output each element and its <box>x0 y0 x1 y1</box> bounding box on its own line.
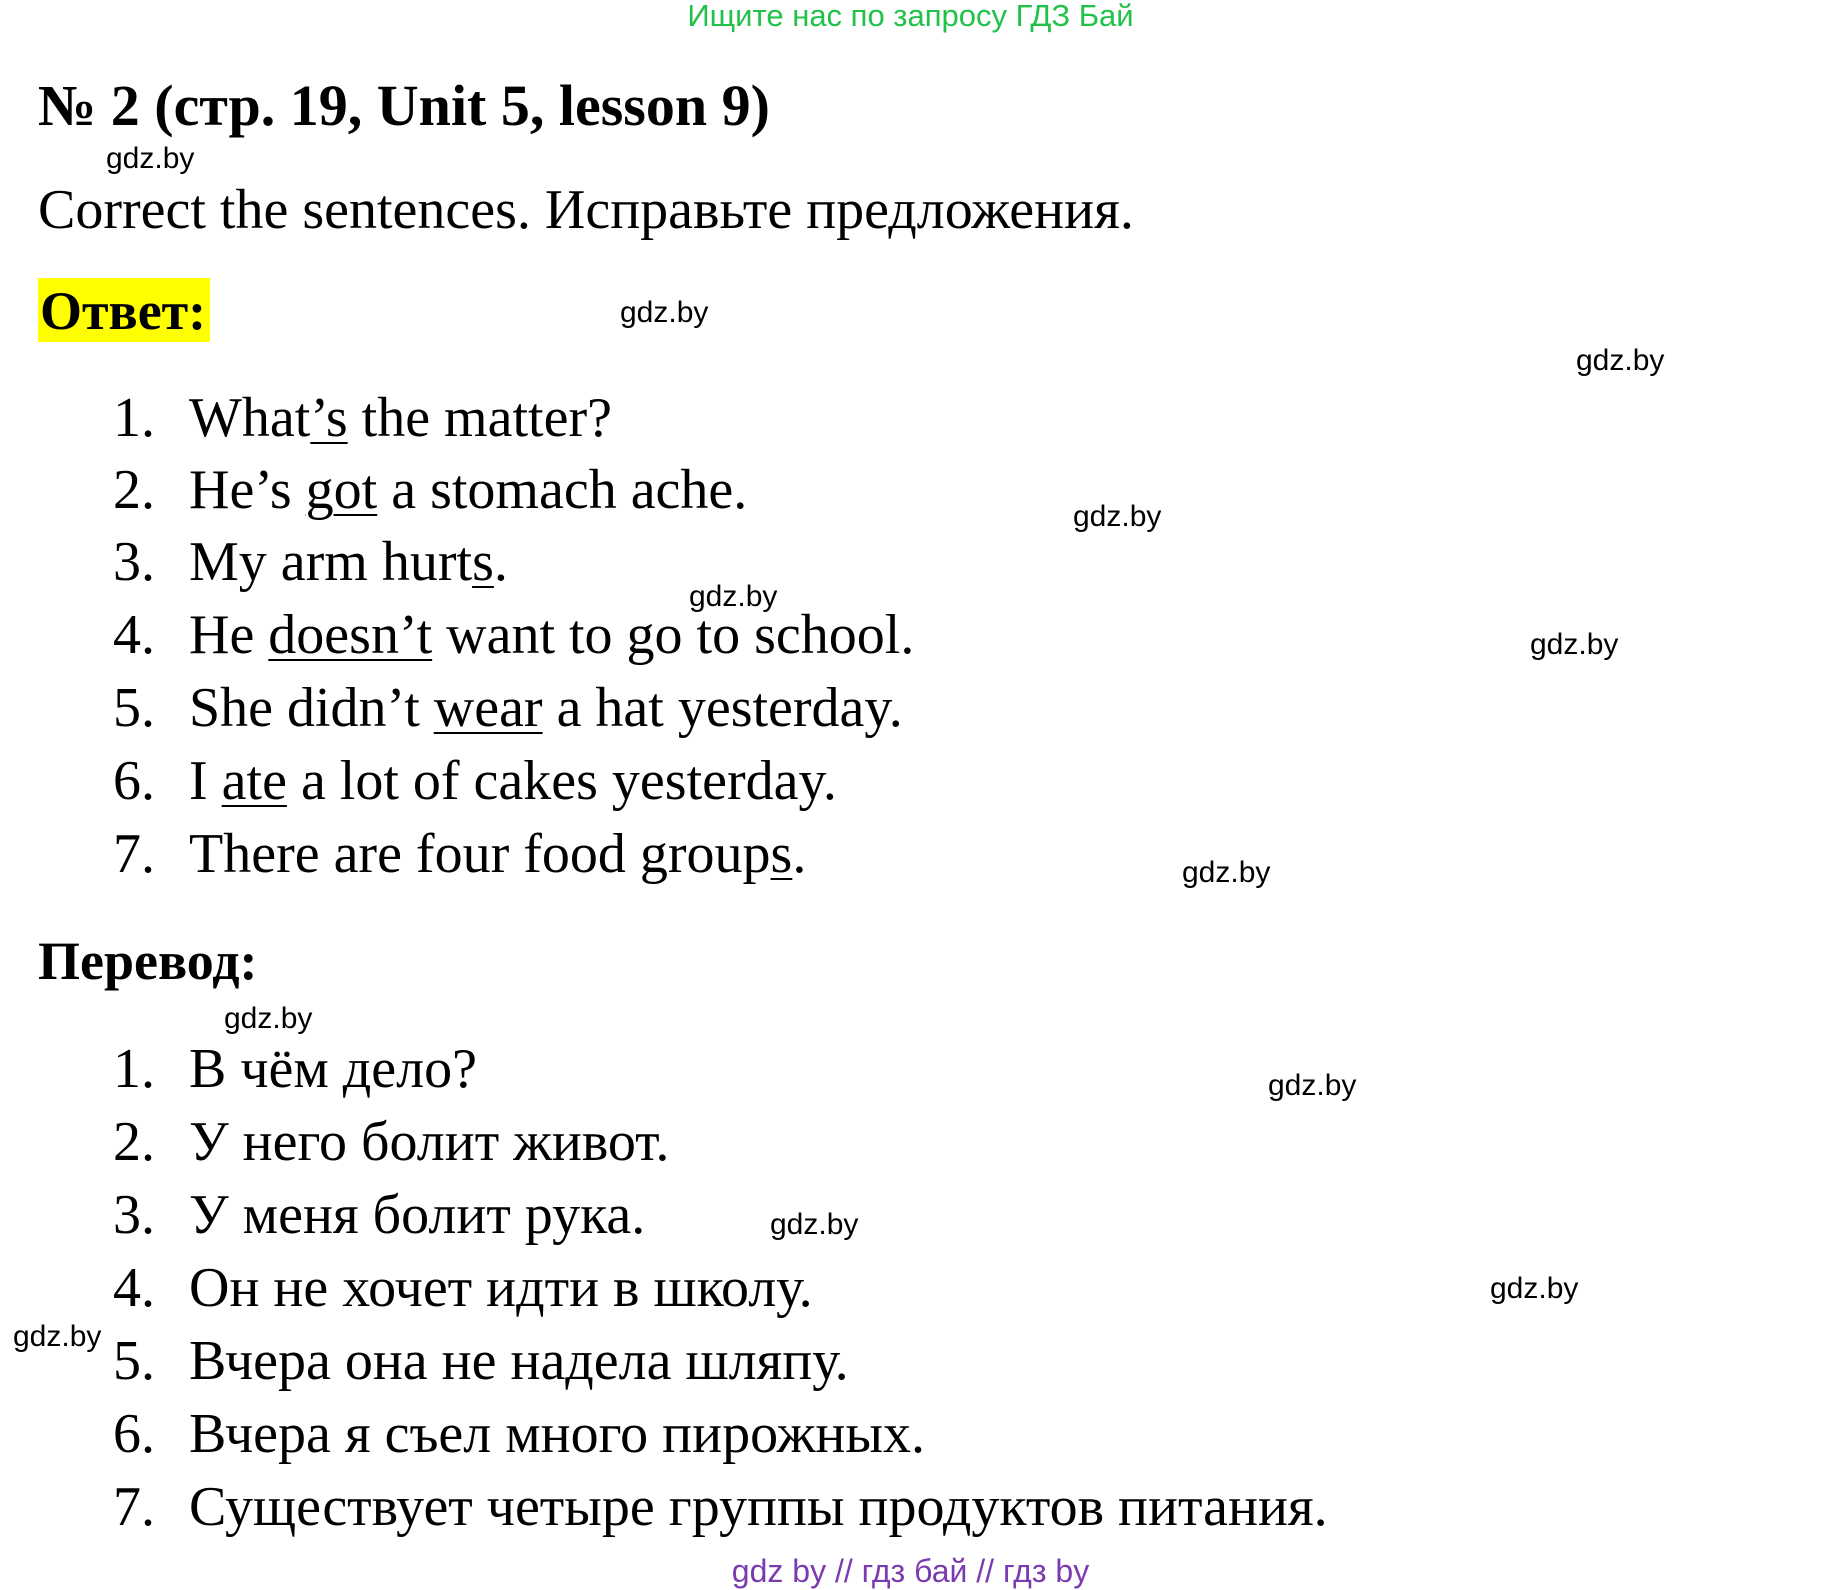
watermark: gdz.by <box>1576 344 1665 377</box>
top-banner: Ищите нас по запросу ГДЗ Бай <box>687 0 1134 33</box>
item-number: 2. <box>113 1111 155 1173</box>
item-number: 6. <box>113 750 155 812</box>
watermark: gdz.by <box>1182 856 1271 889</box>
instruction: Correct the sentences. Исправьте предложения. <box>38 179 1134 241</box>
watermark: gdz.by <box>224 1002 313 1035</box>
correction: doesn’t <box>268 604 433 666</box>
item-text: В чём дело? <box>189 1038 477 1100</box>
item-text: Вчера она не надела шляпу. <box>189 1330 849 1392</box>
item-number: 7. <box>113 1476 155 1538</box>
watermark: gdz.by <box>1268 1069 1357 1102</box>
item-text: He’s got a stomach ache. <box>189 459 748 521</box>
correction: got <box>305 459 378 521</box>
watermark: gdz.by <box>1073 500 1162 533</box>
item-text: У него болит живот. <box>189 1111 670 1173</box>
item-text: У меня болит рука. <box>189 1184 646 1246</box>
item-number: 3. <box>113 531 155 593</box>
answer-label: Ответ: <box>38 278 210 342</box>
correction: s <box>472 531 494 593</box>
correction: wear <box>433 677 543 739</box>
watermark: gdz.by <box>620 296 709 329</box>
correction: ’s <box>310 387 348 449</box>
translation-label: Перевод: <box>38 931 258 991</box>
watermark: gdz.by <box>1530 628 1619 661</box>
item-number: 5. <box>113 1330 155 1392</box>
item-text: There are four food groups. <box>189 823 807 885</box>
watermark: gdz.by <box>689 580 778 613</box>
item-number: 2. <box>113 459 155 521</box>
watermark: gdz.by <box>106 142 195 175</box>
watermark: gdz.by <box>1490 1272 1579 1305</box>
item-number: 1. <box>113 1038 155 1100</box>
item-number: 6. <box>113 1403 155 1465</box>
item-text: My arm hurts. <box>189 531 508 593</box>
item-text: What’s the matter? <box>189 387 612 449</box>
item-text: Вчера я съел много пирожных. <box>189 1403 926 1465</box>
item-number: 1. <box>113 387 155 449</box>
item-number: 7. <box>113 823 155 885</box>
page-title: № 2 (стр. 19, Unit 5, lesson 9) <box>38 73 770 138</box>
item-number: 4. <box>113 1257 155 1319</box>
item-number: 4. <box>113 604 155 666</box>
item-text: I ate a lot of cakes yesterday. <box>189 750 837 812</box>
correction: s <box>770 823 793 885</box>
item-number: 5. <box>113 677 155 739</box>
correction: ate <box>221 750 287 812</box>
item-text: She didn’t wear a hat yesterday. <box>189 677 903 739</box>
watermark: gdz.by <box>770 1208 859 1241</box>
item-text: He doesn’t want to go to school. <box>189 604 915 666</box>
item-number: 3. <box>113 1184 155 1246</box>
item-text: Он не хочет идти в школу. <box>189 1257 813 1319</box>
footer-watermark: gdz by // гдз бай // гдз by <box>731 1553 1090 1589</box>
watermark: gdz.by <box>13 1320 102 1353</box>
item-text: Существует четыре группы продуктов питания. <box>189 1476 1328 1538</box>
